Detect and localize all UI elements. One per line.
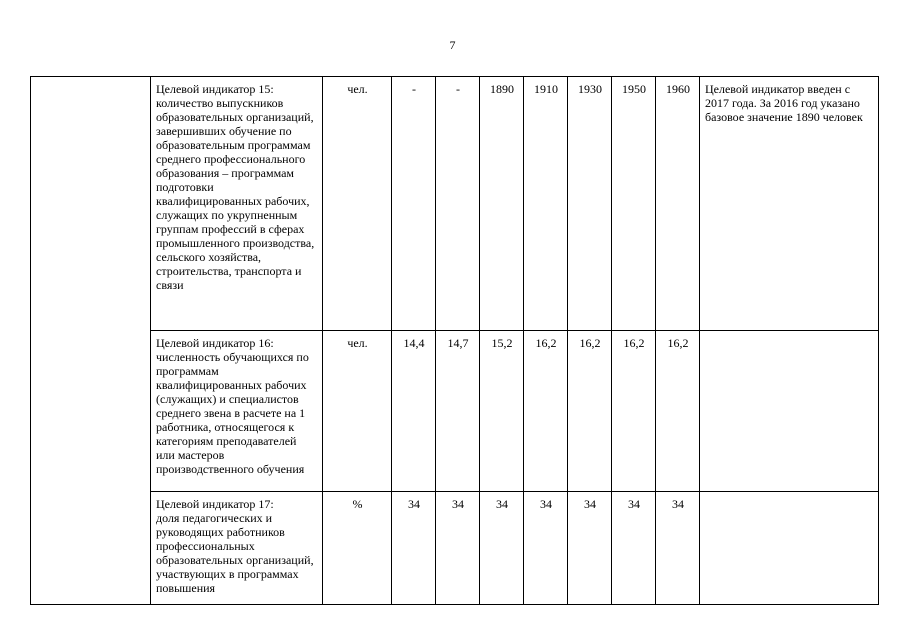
indicator-title: Целевой индикатор 16: — [156, 336, 274, 350]
value-cell: 34 — [568, 492, 612, 605]
indicator-name-cell — [151, 77, 323, 331]
value-cell: 16,2 — [568, 331, 612, 492]
value-cell: 16,2 — [656, 331, 700, 492]
indicator-name-cell — [151, 331, 323, 492]
value-cell: 1910 — [524, 77, 568, 331]
indicator-description: количество выпускников образовательных организаций, завершивших обучение по образовательным программам среднего профессионального образования – программам подготовки квалифицированных рабочих, служащих по укрупненным группам профессий в сферах промышленного производства, сельского хозяйства, строительства, транспорта и связи — [156, 96, 315, 292]
unit-cell: чел. — [323, 331, 392, 492]
value-cell: 16,2 — [524, 331, 568, 492]
value-cell: 34 — [480, 492, 524, 605]
indicator-description: численность обучающихся по программам квалифицированных рабочих (служащих) и специалистов среднего звена в расчете на 1 работника, относящегося к категориям преподавателей или мастеров производственного обучения — [156, 350, 309, 476]
indicator-description: доля педагогических и руководящих работников профессиональных образовательных организаций, участвующих в программах повышения — [156, 511, 314, 595]
note-cell: Целевой индикатор введен с 2017 года. За 2016 год указано базовое значение 1890 человек — [700, 77, 879, 331]
note-cell — [700, 492, 879, 605]
table-row — [31, 492, 879, 605]
value-cell: - — [392, 77, 436, 331]
value-cell: 1890 — [480, 77, 524, 331]
program-cell — [31, 77, 151, 605]
value-cell: 14,4 — [392, 331, 436, 492]
value-cell: 1960 — [656, 77, 700, 331]
value-cell: 16,2 — [612, 331, 656, 492]
value-cell: 15,2 — [480, 331, 524, 492]
indicators-table — [30, 76, 879, 605]
value-cell: 34 — [392, 492, 436, 605]
page-number: 7 — [449, 38, 456, 52]
value-cell: 34 — [612, 492, 656, 605]
note-cell — [700, 331, 879, 492]
value-cell: 1930 — [568, 77, 612, 331]
indicator-name-cell — [151, 492, 323, 605]
value-cell: 34 — [656, 492, 700, 605]
unit-cell: чел. — [323, 77, 392, 331]
value-cell: 1950 — [612, 77, 656, 331]
table-row — [31, 331, 879, 492]
table-row — [31, 77, 879, 331]
value-cell: 34 — [436, 492, 480, 605]
value-cell: 34 — [524, 492, 568, 605]
value-cell: - — [436, 77, 480, 331]
unit-cell: % — [323, 492, 392, 605]
value-cell: 14,7 — [436, 331, 480, 492]
indicator-title: Целевой индикатор 17: — [156, 497, 274, 511]
indicator-title: Целевой индикатор 15: — [156, 82, 274, 96]
